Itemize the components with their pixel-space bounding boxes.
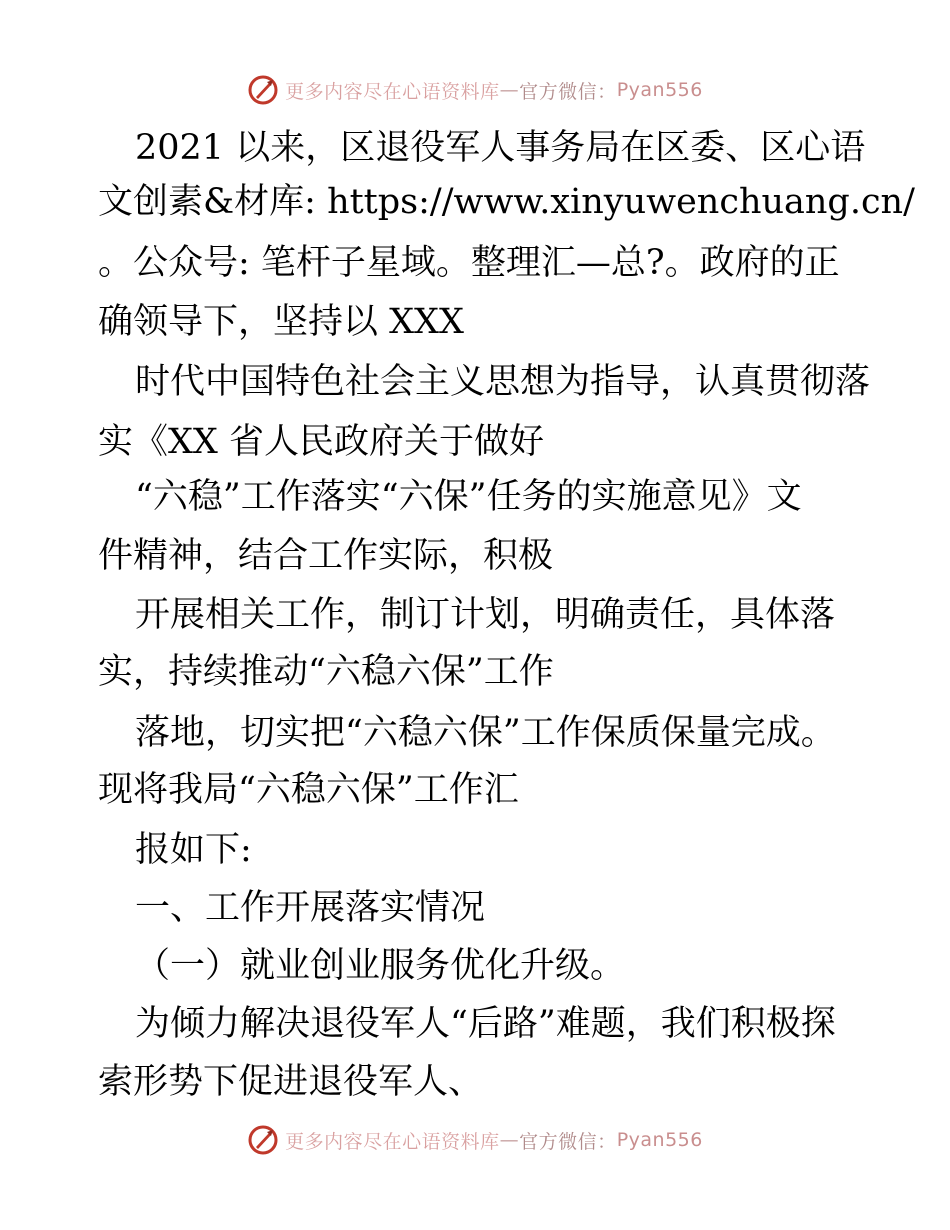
paragraph-line: “六稳”工作落实“六保”任务的实施意见》文 — [135, 477, 802, 517]
paragraph-line: 确领导下，坚持以 XXX — [98, 302, 464, 342]
paragraph-line: 为倾力解决退役军人“后路”难题，我们积极探 — [135, 1004, 836, 1044]
paragraph-line: 现将我局“六稳六保”工作汇 — [98, 770, 519, 810]
watermark-main-text: 更多内容尽在心语资料库 — [285, 1130, 500, 1153]
paragraph-line: 实《XX 省人民政府关于做好 — [98, 422, 544, 462]
paragraph-line: 2021 以来，区退役军人事务局在区委、区心语 — [135, 128, 866, 168]
watermark-banner-bottom — [0, 1120, 950, 1160]
quill-logo-icon — [247, 1124, 279, 1156]
watermark-separator: — — [499, 79, 520, 101]
watermark-main-text: 更多内容尽在心语资料库 — [285, 80, 500, 103]
paragraph-line: 。公众号: 笔杆子星域。整理汇—总?。政府的正 — [98, 243, 840, 283]
watermark-separator: — — [499, 1129, 520, 1151]
paragraph-line: 落地，切实把“六稳六保”工作保质保量完成。 — [135, 713, 836, 753]
paragraph-line: 件精神，结合工作实际，积极 — [98, 536, 554, 576]
paragraph-line: 报如下: — [135, 830, 252, 870]
paragraph-line: 文创素&材库: https://www.xinyuwenchuang.cn/ — [98, 182, 915, 222]
watermark-wechat-label: 官方微信： — [519, 80, 617, 103]
paragraph-line: 索形势下促进退役军人、 — [98, 1062, 484, 1102]
section-heading: 一、工作开展落实情况 — [135, 888, 486, 928]
watermark-wechat-label: 官方微信： — [519, 1130, 617, 1153]
paragraph-line: 时代中国特色社会主义思想为指导，认真贯彻落 — [135, 362, 871, 402]
paragraph-line: 实，持续推动“六稳六保”工作 — [98, 652, 554, 692]
watermark-wechat-id: Pyan556 — [616, 79, 703, 101]
paragraph-line: 开展相关工作，制订计划，明确责任，具体落 — [135, 595, 836, 635]
subsection-heading: （一）就业创业服务优化升级。 — [135, 946, 626, 986]
watermark-wechat-id: Pyan556 — [616, 1129, 703, 1151]
